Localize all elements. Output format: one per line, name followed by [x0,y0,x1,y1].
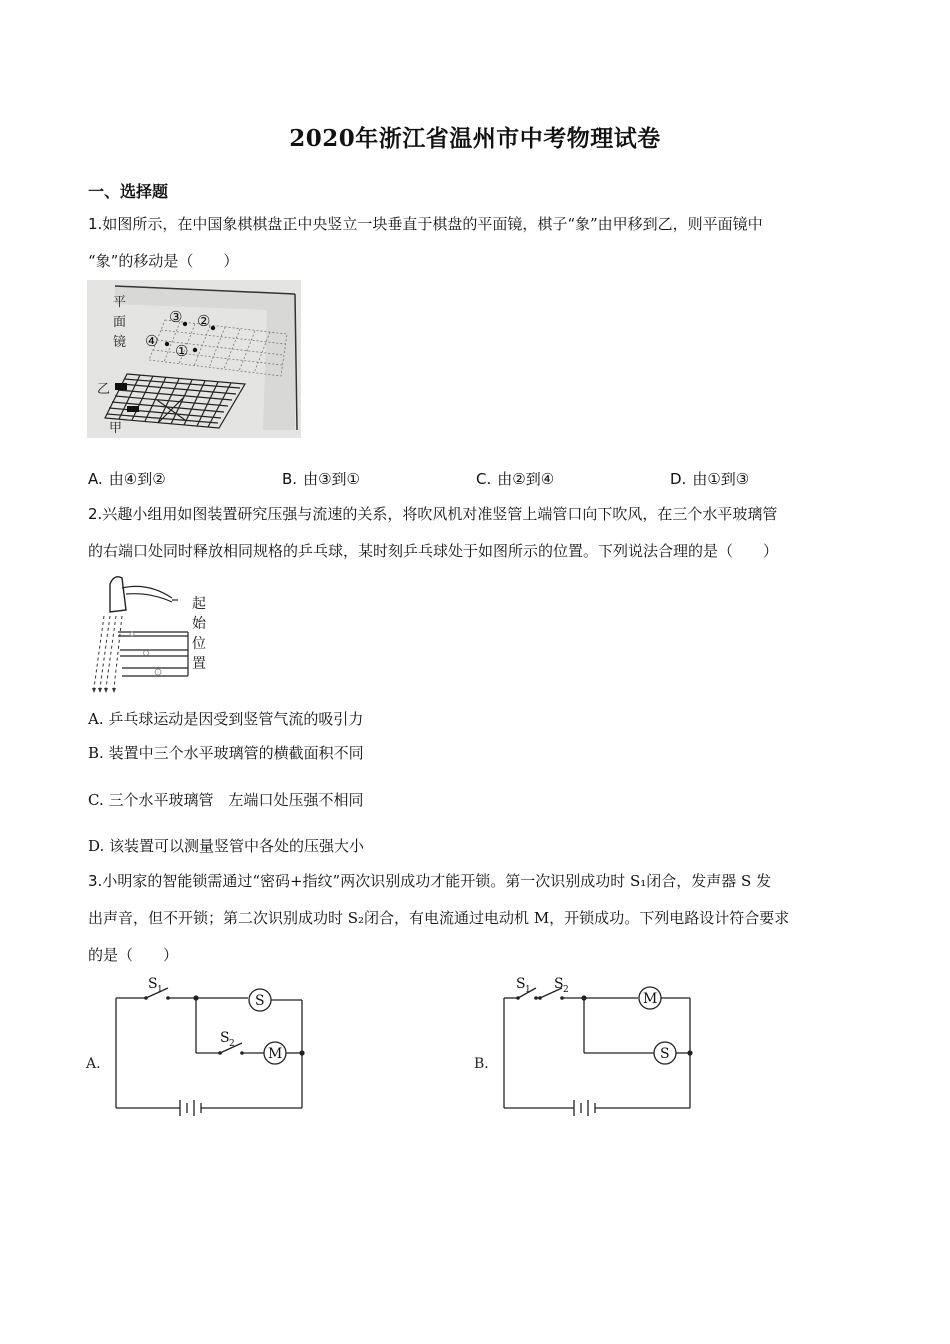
q1-mark-1: ① [175,342,189,360]
circuit-a-motor-symbol: M [268,1046,283,1062]
svg-text:始: 始 [192,616,206,632]
circuit-b-motor-symbol: M [643,991,658,1007]
circuit-a-speaker-symbol: S [255,993,265,1009]
q1-stem-line1 [88,213,763,234]
q3-circuit-b[interactable] [474,972,704,1117]
circuit-b-switch2-label: S [554,976,564,992]
q1-text-1: .如图所示，在中国象棋棋盘正中央竖立一块垂直于棋盘的平面镜，棋子“象”由甲移到乙，则平面镜中 [97,215,763,233]
section-heading: 一、选择题 [88,182,169,201]
q2-figure-blower-tubes [88,572,218,694]
svg-text:置: 置 [192,656,206,672]
q2-option-d[interactable]: D. 该装置可以测量竖管中各处的压强大小 [88,837,365,855]
q2-option-a[interactable]: A. 乒乓球运动是因受到竖管气流的吸引力 [88,710,364,728]
svg-text:位: 位 [192,636,206,652]
q1-option-a[interactable]: A. 由④到② [88,470,166,488]
q1-figure-mirror-chessboard [87,280,301,438]
svg-text:镜: 镜 [113,335,127,350]
q3-stem-line1 [88,870,771,891]
q3-stem-line2: 出声音，但不开锁；第二次识别成功时 S₂闭合，有电流通过电动机 M，开锁成功。下列电路设计符合要求 [88,909,790,927]
circuit-a-switch2-label: S [220,1030,230,1046]
q2-option-b[interactable]: B. 装置中三个水平玻璃管的横截面积不同 [88,744,364,762]
circuit-b-label: B. [474,1056,489,1072]
q2-text-1: .兴趣小组用如图装置研究压强与流速的关系，将吹风机对准竖管上端管口向下吹风，在三个水平玻璃管 [97,505,778,523]
circuit-b-speaker-symbol: S [660,1046,670,1062]
q1-mark-3: ③ [169,308,183,326]
circuit-a-label: A. [86,1056,101,1072]
q1-piece-label-jia: 甲 [109,421,123,436]
q3-stem-line3: 的是（ ） [88,946,179,964]
q1-option-c[interactable]: C. 由②到④ [476,470,555,488]
svg-text:面: 面 [113,315,127,330]
circuit-a-switch1-label: S [148,976,158,992]
q3-circuit-a[interactable] [84,972,314,1117]
q2-number: 2 [88,505,98,523]
q1-mark-4: ④ [145,332,159,350]
q2-stem-line2: 的右端口处同时释放相同规格的乒乓球，某时刻乒乓球处于如图所示的位置。下列说法合理的是（ ） [88,542,779,560]
svg-text:平: 平 [113,295,127,310]
q1-stem-line2: “象”的移动是（ ） [88,252,239,270]
q1-mark-2: ② [197,312,211,330]
q3-number: 3 [88,872,98,890]
q3-text-1: .小明家的智能锁需通过“密码+指纹”两次识别成功才能开锁。第一次识别成功时 S₁闭合，发声器 S 发 [97,872,772,890]
svg-text:2: 2 [563,985,569,995]
document-title: 2020年浙江省温州市中考物理试卷 [289,125,661,152]
svg-text:2: 2 [229,1039,235,1049]
q2-stem-line1 [88,503,777,524]
svg-text:1: 1 [525,985,531,995]
q1-option-b[interactable]: B. 由③到① [282,470,360,488]
svg-text:起: 起 [192,596,206,612]
q1-option-d[interactable]: D. 由①到③ [670,470,750,488]
q1-piece-label-yi: 乙 [97,382,111,397]
svg-text:1: 1 [157,985,163,995]
q2-option-c[interactable]: C. 三个水平玻璃管 左端口处压强不相同 [88,791,364,809]
circuit-b-switch1-label: S [516,976,526,992]
q1-number: 1 [88,215,98,233]
